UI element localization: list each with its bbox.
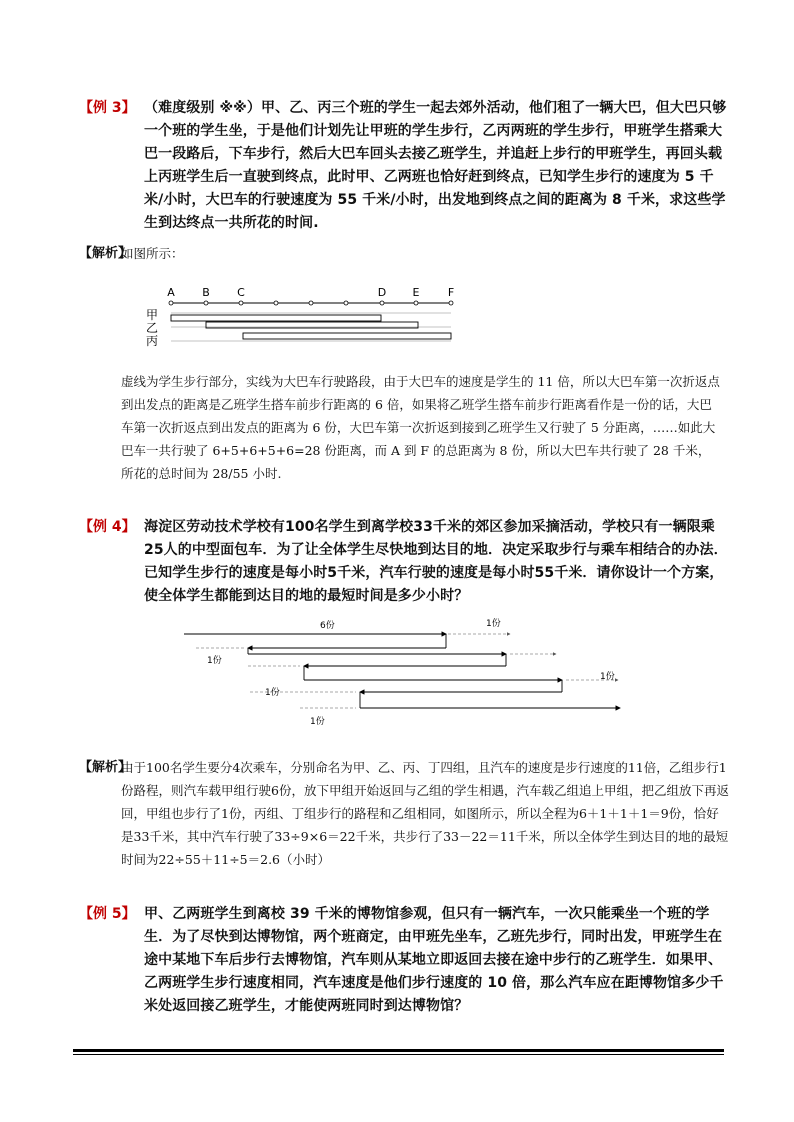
point-label-a: A	[167, 286, 175, 299]
label-1-part-right: 1份	[600, 672, 615, 682]
example-4-text: 海淀区劳动技术学校有100名学生到离学校33千米的郊区参加采摘活动，学校只有一辆限乘25人的中型面包车．为了让全体学生尽快地到达目的地．决定采取步行与乘车相结合的办法．已知学生步行的速度是每小时5千米，汽车行驶的速度是每小时55千米．请你设计一个方案，使全体学生都能到达目的地的最短时间是多少小时？	[144, 519, 728, 604]
footer-rule-thick	[73, 1049, 724, 1052]
solution-4-tag: 【解析】	[79, 760, 132, 775]
example-5	[79, 903, 729, 1018]
label-1-part-left: 1份	[207, 656, 222, 666]
row-label-jia: 甲	[146, 308, 159, 322]
example-5-text: 甲、乙两班学生到离校 39 千米的博物馆参观，但只有一辆汽车，一次只能乘坐一个班的学生．为了尽快到达博物馆，两个班商定，由甲班先坐车，乙班先步行，同时出发，甲班学生在途中某地下车后步行去博物馆，汽车则从某地立即返回去接在途中步行的乙班学生．如果甲、乙两班学生步行速度相同，汽车速度是他们步行速度的 10 倍，那么汽车应在距博物馆多少千米处返回接乙班学生，才能使两班同时到达博物馆？	[144, 906, 724, 1014]
example-4-tag: 【例 4】	[79, 519, 136, 535]
point-label-c: C	[237, 286, 245, 299]
example-3-text: （难度级别 ※※）甲、乙、丙三个班的学生一起去郊外活动，他们租了一辆大巴，但大巴只够一个班的学生坐，于是他们计划先让甲班的学生步行，乙丙两班的学生步行，甲班学生搭乘大巴一段路后，下车步行，然后大巴车回头去接乙班学生，并追赶上步行的甲班学生，再回头载上丙班学生后一直驶到终点，此时甲、乙两班也恰好赶到终点，已知学生步行的速度为 5 千米/小时，大巴车的行驶速度为 55 千米/小时，出发地到终点之间的距离为 8 千米，求这些学生到达终点一共所花的时间.	[144, 100, 727, 231]
solution-3-note: 虚线为学生步行部分，实线为大巴车行驶路段，由于大巴车的速度是学生的 11 倍，所以大巴车第一次折返点到出发点的距离是乙班学生搭车前步行距离的 6 倍，如果将乙班学生搭车前步行距离看作是一份的话，大巴车第一次折返点到出发点的距离为 6 份，大巴车第一次折返到接到乙班学生又行驶了 5 分距离，……如此大巴车一共行驶了 6+5+6+5+6=28 份距离，而 A 到 F 的总距离为 8 份，所以大巴车共行驶了 28 千米，所花的总时间为 28/55 小时.	[121, 374, 720, 481]
point-label-f: F	[447, 286, 455, 299]
row-label-yi: 乙	[146, 321, 159, 335]
solution-3-intro: 如图所示：	[121, 246, 184, 261]
point-label-b: B	[202, 286, 210, 299]
solution-4	[79, 756, 729, 871]
example-5-tag: 【例 5】	[79, 906, 136, 922]
example-3	[79, 97, 729, 235]
bus-segment-bing	[243, 333, 451, 339]
footer-rule-thin	[73, 1054, 724, 1055]
solution-4-text: 由于100名学生要分4次乘车，分别命名为甲、乙、丙、丁四组，且汽车的速度是步行速度的11倍，乙组步行1份路程，则汽车载甲组行驶6份，放下甲组开始返回与乙组的学生相遇，汽车载乙组追上甲组，把乙组放下再返回，甲组也步行了1份，丙组、丁组步行的路程和乙组相同，如图所示，所以全程为6＋1＋1＋1＝9份，恰好是33千米，其中汽车行驶了33÷9×6＝22千米，共步行了33－22＝11千米，所以全体学生到达目的地的最短时间为22÷55＋11÷5＝2.6（小时）	[121, 760, 729, 867]
row-label-bing: 丙	[146, 334, 159, 348]
bus-segment-jia	[171, 315, 381, 321]
example-3-tag: 【例 3】	[79, 100, 136, 116]
point-label-e: E	[412, 286, 420, 299]
point-label-d: D	[377, 286, 387, 299]
bus-trip-diagram	[180, 612, 640, 734]
label-6-parts: 6份	[320, 621, 335, 631]
label-1-part-bottom: 1份	[310, 717, 325, 727]
label-1-part-top: 1份	[486, 619, 501, 629]
bus-route-diagram	[140, 283, 470, 353]
example-4	[79, 516, 729, 608]
solution-3	[79, 242, 729, 265]
label-1-part-mid: 1份	[265, 688, 280, 698]
solution-3-tag: 【解析】	[79, 246, 132, 261]
